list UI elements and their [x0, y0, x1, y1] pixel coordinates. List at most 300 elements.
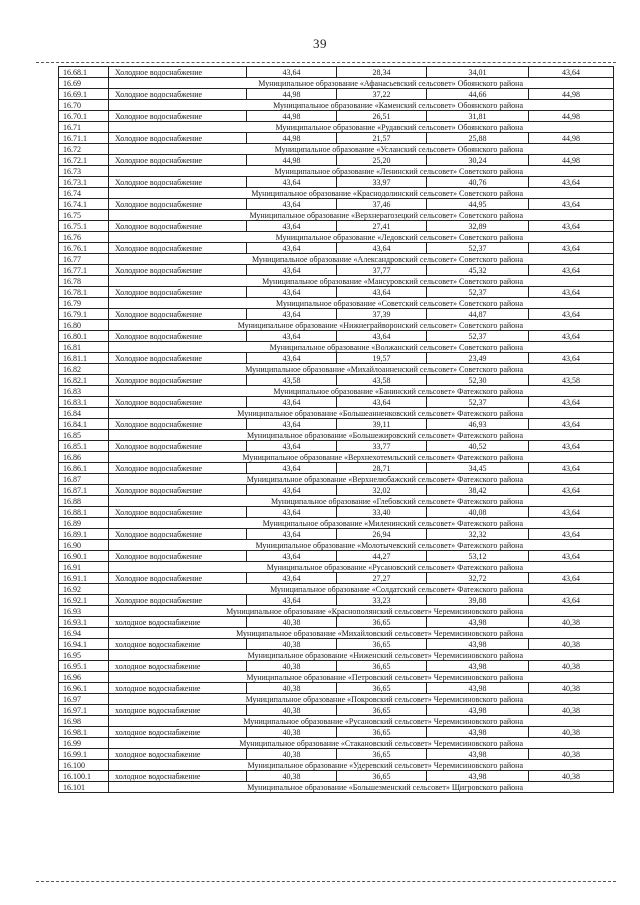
tariff-value-1: 40,38 — [247, 771, 337, 782]
table-row — [59, 749, 614, 760]
service-label: холодное водоснабжение — [109, 617, 247, 628]
row-number: 16.87 — [59, 474, 109, 485]
municipality-name: Муниципальное образование «Молотычевский сельсовет» Фатежского района — [109, 540, 614, 551]
tariff-value-4: 43,64 — [529, 67, 614, 78]
tariff-value-4: 43,64 — [529, 551, 614, 562]
municipality-name: Муниципальное образование «Ниженский сельсовет» Черемисиновского района — [109, 650, 614, 661]
row-number: 16.75.1 — [59, 221, 109, 232]
municipality-header-row — [59, 452, 614, 463]
table-row — [59, 683, 614, 694]
row-number: 16.94.1 — [59, 639, 109, 650]
row-number: 16.74 — [59, 188, 109, 199]
tariff-value-1: 40,38 — [247, 683, 337, 694]
row-number: 16.81 — [59, 342, 109, 353]
tariff-value-2: 43,64 — [337, 331, 427, 342]
tariff-value-4: 44,98 — [529, 89, 614, 100]
tariff-value-3: 34,45 — [427, 463, 529, 474]
tariff-value-1: 40,38 — [247, 705, 337, 716]
row-number: 16.83 — [59, 386, 109, 397]
municipality-name: Муниципальное образование «Ледовский сельсовет» Советского района — [109, 232, 614, 243]
tariff-value-4: 44,98 — [529, 133, 614, 144]
tariff-value-2: 32,02 — [337, 485, 427, 496]
municipality-name: Муниципальное образование «Волжанский сельсовет» Советского района — [109, 342, 614, 353]
municipality-name: Муниципальное образование «Советский сельсовет» Советского района — [109, 298, 614, 309]
municipality-name: Муниципальное образование «Большезменский сельсовет» Щигровского района — [109, 782, 614, 793]
row-number: 16.82 — [59, 364, 109, 375]
municipality-header-row — [59, 628, 614, 639]
municipality-header-row — [59, 364, 614, 375]
table-row — [59, 331, 614, 342]
municipality-header-row — [59, 584, 614, 595]
tariff-value-2: 39,11 — [337, 419, 427, 430]
service-label: Холодное водоснабжение — [109, 331, 247, 342]
row-number: 16.81.1 — [59, 353, 109, 364]
municipality-header-row — [59, 78, 614, 89]
row-number: 16.69 — [59, 78, 109, 89]
tariff-value-1: 40,38 — [247, 727, 337, 738]
tariff-value-2: 43,58 — [337, 375, 427, 386]
municipality-name: Муниципальное образование «Ленинский сельсовет» Советского района — [109, 166, 614, 177]
service-label: Холодное водоснабжение — [109, 485, 247, 496]
tariff-value-2: 37,22 — [337, 89, 427, 100]
municipality-header-row — [59, 650, 614, 661]
service-label: холодное водоснабжение — [109, 639, 247, 650]
municipality-name: Муниципальное образование «Банинский сельсовет» Фатежского района — [109, 386, 614, 397]
row-number: 16.77 — [59, 254, 109, 265]
row-number: 16.98.1 — [59, 727, 109, 738]
tariff-value-1: 44,98 — [247, 89, 337, 100]
table-row — [59, 221, 614, 232]
municipality-header-row — [59, 408, 614, 419]
municipality-header-row — [59, 496, 614, 507]
municipality-header-row — [59, 518, 614, 529]
row-number: 16.96 — [59, 672, 109, 683]
row-number: 16.80 — [59, 320, 109, 331]
table-row — [59, 265, 614, 276]
table-row — [59, 397, 614, 408]
tariff-value-3: 52,37 — [427, 397, 529, 408]
municipality-header-row — [59, 386, 614, 397]
tariff-value-4: 43,64 — [529, 265, 614, 276]
municipality-header-row — [59, 540, 614, 551]
tariff-value-4: 40,38 — [529, 661, 614, 672]
row-number: 16.99 — [59, 738, 109, 749]
row-number: 16.95 — [59, 650, 109, 661]
tariff-value-4: 40,38 — [529, 771, 614, 782]
municipality-header-row — [59, 232, 614, 243]
table-row — [59, 287, 614, 298]
table-row — [59, 529, 614, 540]
service-label: Холодное водоснабжение — [109, 551, 247, 562]
service-label: Холодное водоснабжение — [109, 595, 247, 606]
service-label: холодное водоснабжение — [109, 771, 247, 782]
tariff-value-4: 43,64 — [529, 353, 614, 364]
service-label: Холодное водоснабжение — [109, 309, 247, 320]
row-number: 16.79 — [59, 298, 109, 309]
row-number: 16.68.1 — [59, 67, 109, 78]
tariff-value-1: 43,64 — [247, 485, 337, 496]
service-label: Холодное водоснабжение — [109, 419, 247, 430]
tariff-value-4: 43,64 — [529, 243, 614, 254]
municipality-name: Муниципальное образование «Верхнехотемльский сельсовет» Фатежского района — [109, 452, 614, 463]
tariff-value-4: 40,38 — [529, 705, 614, 716]
tariff-value-3: 45,32 — [427, 265, 529, 276]
table-row — [59, 595, 614, 606]
tariff-value-1: 40,38 — [247, 661, 337, 672]
municipality-header-row — [59, 254, 614, 265]
page-number: 39 — [313, 36, 327, 51]
tariff-value-2: 21,57 — [337, 133, 427, 144]
tariff-value-1: 44,98 — [247, 155, 337, 166]
table-row — [59, 771, 614, 782]
row-number: 16.76.1 — [59, 243, 109, 254]
row-number: 16.94 — [59, 628, 109, 639]
tariff-value-1: 43,64 — [247, 221, 337, 232]
tariff-value-4: 44,98 — [529, 111, 614, 122]
municipality-name: Муниципальное образование «Верхнерагозецкий сельсовет» Советского района — [109, 210, 614, 221]
tariff-value-3: 23,49 — [427, 353, 529, 364]
service-label: Холодное водоснабжение — [109, 111, 247, 122]
service-label: холодное водоснабжение — [109, 749, 247, 760]
tariff-value-1: 43,64 — [247, 529, 337, 540]
municipality-header-row — [59, 562, 614, 573]
service-label: Холодное водоснабжение — [109, 507, 247, 518]
municipality-header-row — [59, 342, 614, 353]
row-number: 16.93.1 — [59, 617, 109, 628]
tariff-value-3: 52,37 — [427, 331, 529, 342]
row-number: 16.79.1 — [59, 309, 109, 320]
table-row — [59, 353, 614, 364]
tariff-value-4: 43,64 — [529, 221, 614, 232]
table-row — [59, 133, 614, 144]
municipality-header-row — [59, 716, 614, 727]
row-number: 16.70.1 — [59, 111, 109, 122]
tariff-value-1: 43,64 — [247, 463, 337, 474]
row-number: 16.89.1 — [59, 529, 109, 540]
tariff-value-1: 40,38 — [247, 617, 337, 628]
tariff-value-1: 43,64 — [247, 551, 337, 562]
row-number: 16.95.1 — [59, 661, 109, 672]
service-label: Холодное водоснабжение — [109, 529, 247, 540]
tariff-value-3: 43,98 — [427, 639, 529, 650]
tariff-value-3: 38,42 — [427, 485, 529, 496]
tariff-value-1: 43,64 — [247, 331, 337, 342]
municipality-header-row — [59, 474, 614, 485]
service-label: Холодное водоснабжение — [109, 133, 247, 144]
row-number: 16.87.1 — [59, 485, 109, 496]
tariff-value-3: 52,37 — [427, 287, 529, 298]
tariff-value-3: 39,88 — [427, 595, 529, 606]
municipality-header-row — [59, 166, 614, 177]
tariff-value-1: 40,38 — [247, 639, 337, 650]
table-row — [59, 485, 614, 496]
table-row — [59, 463, 614, 474]
service-label: Холодное водоснабжение — [109, 573, 247, 584]
table-row — [59, 199, 614, 210]
table-row — [59, 661, 614, 672]
tariff-value-3: 43,98 — [427, 727, 529, 738]
tariff-value-3: 43,98 — [427, 617, 529, 628]
tariff-value-2: 37,77 — [337, 265, 427, 276]
municipality-name: Муниципальное образование «Михайлоанненский сельсовет» Советского района — [109, 364, 614, 375]
tariff-value-3: 32,32 — [427, 529, 529, 540]
municipality-name: Муниципальное образование «Солдатский сельсовет» Фатежского района — [109, 584, 614, 595]
tariff-value-3: 46,93 — [427, 419, 529, 430]
municipality-name: Муниципальное образование «Большежировский сельсовет» Фатежского района — [109, 430, 614, 441]
tariff-value-2: 36,65 — [337, 771, 427, 782]
table-row — [59, 419, 614, 430]
tariff-value-2: 43,64 — [337, 243, 427, 254]
tariff-value-2: 27,27 — [337, 573, 427, 584]
tariff-value-4: 40,38 — [529, 617, 614, 628]
table-row — [59, 243, 614, 254]
municipality-name: Муниципальное образование «Удеревский сельсовет» Черемисиновского района — [109, 760, 614, 771]
municipality-header-row — [59, 760, 614, 771]
table-row — [59, 727, 614, 738]
municipality-name: Муниципальное образование «Краснополянский сельсовет» Черемисиновского района — [109, 606, 614, 617]
table-row — [59, 67, 614, 78]
tariff-value-3: 32,72 — [427, 573, 529, 584]
tariff-value-3: 32,89 — [427, 221, 529, 232]
tariff-value-2: 27,41 — [337, 221, 427, 232]
row-number: 16.78.1 — [59, 287, 109, 298]
tariff-value-3: 34,01 — [427, 67, 529, 78]
tariff-value-1: 43,64 — [247, 397, 337, 408]
row-number: 16.82.1 — [59, 375, 109, 386]
tariff-value-2: 36,65 — [337, 617, 427, 628]
tariff-value-3: 43,98 — [427, 749, 529, 760]
tariff-value-2: 37,39 — [337, 309, 427, 320]
row-number: 16.100.1 — [59, 771, 109, 782]
municipality-header-row — [59, 276, 614, 287]
municipality-name: Муниципальное образование «Нижнеграйворонский сельсовет» Советского района — [109, 320, 614, 331]
tariff-value-4: 43,64 — [529, 485, 614, 496]
tariff-value-1: 43,64 — [247, 507, 337, 518]
row-number: 16.76 — [59, 232, 109, 243]
table-row — [59, 507, 614, 518]
tariff-value-3: 44,66 — [427, 89, 529, 100]
row-number: 16.100 — [59, 760, 109, 771]
municipality-name: Муниципальное образование «Стакановский сельсовет» Черемисиновского района — [109, 738, 614, 749]
municipality-name: Муниципальное образование «Петровский сельсовет» Черемисиновского района — [109, 672, 614, 683]
tariff-value-4: 43,64 — [529, 397, 614, 408]
row-number: 16.91 — [59, 562, 109, 573]
tariff-value-2: 37,46 — [337, 199, 427, 210]
table-row — [59, 705, 614, 716]
tariff-value-2: 33,97 — [337, 177, 427, 188]
table-row — [59, 375, 614, 386]
row-number: 16.92 — [59, 584, 109, 595]
tariff-value-2: 43,64 — [337, 397, 427, 408]
tariff-value-1: 43,64 — [247, 243, 337, 254]
municipality-name: Муниципальное образование «Афанасьевский сельсовет» Обоянского района — [109, 78, 614, 89]
row-number: 16.84.1 — [59, 419, 109, 430]
tariff-value-1: 43,64 — [247, 287, 337, 298]
row-number: 16.74.1 — [59, 199, 109, 210]
row-number: 16.92.1 — [59, 595, 109, 606]
tariff-value-2: 28,71 — [337, 463, 427, 474]
service-label: Холодное водоснабжение — [109, 177, 247, 188]
tariff-value-2: 19,57 — [337, 353, 427, 364]
tariff-value-2: 25,20 — [337, 155, 427, 166]
service-label: Холодное водоснабжение — [109, 353, 247, 364]
row-number: 16.84 — [59, 408, 109, 419]
service-label: Холодное водоснабжение — [109, 287, 247, 298]
municipality-name: Муниципальное образование «Большеанненковский сельсовет» Фатежского района — [109, 408, 614, 419]
service-label: Холодное водоснабжение — [109, 89, 247, 100]
municipality-header-row — [59, 122, 614, 133]
municipality-name: Муниципальное образование «Русановский сельсовет» Черемисиновского района — [109, 716, 614, 727]
row-number: 16.72 — [59, 144, 109, 155]
row-number: 16.72.1 — [59, 155, 109, 166]
tariff-value-1: 40,38 — [247, 749, 337, 760]
tariff-value-2: 36,65 — [337, 639, 427, 650]
tariff-value-4: 40,38 — [529, 749, 614, 760]
municipality-header-row — [59, 144, 614, 155]
service-label: Холодное водоснабжение — [109, 67, 247, 78]
tariff-value-2: 28,34 — [337, 67, 427, 78]
row-number: 16.70 — [59, 100, 109, 111]
tariff-value-3: 43,98 — [427, 683, 529, 694]
row-number: 16.78 — [59, 276, 109, 287]
tariff-table-body — [59, 67, 614, 793]
row-number: 16.101 — [59, 782, 109, 793]
tariff-value-4: 43,64 — [529, 463, 614, 474]
service-label: Холодное водоснабжение — [109, 397, 247, 408]
row-number: 16.96.1 — [59, 683, 109, 694]
service-label: Холодное водоснабжение — [109, 265, 247, 276]
table-row — [59, 89, 614, 100]
tariff-value-3: 40,76 — [427, 177, 529, 188]
bottom-rule — [36, 881, 616, 882]
tariff-value-3: 52,37 — [427, 243, 529, 254]
tariff-value-3: 53,12 — [427, 551, 529, 562]
top-rule — [36, 62, 616, 63]
tariff-value-4: 43,58 — [529, 375, 614, 386]
tariff-value-4: 40,38 — [529, 683, 614, 694]
row-number: 16.85.1 — [59, 441, 109, 452]
municipality-header-row — [59, 430, 614, 441]
municipality-header-row — [59, 210, 614, 221]
row-number: 16.90.1 — [59, 551, 109, 562]
row-number: 16.71 — [59, 122, 109, 133]
tariff-value-2: 26,94 — [337, 529, 427, 540]
tariff-value-4: 43,64 — [529, 331, 614, 342]
municipality-name: Муниципальное образование «Александровский сельсовет» Советского района — [109, 254, 614, 265]
table-row — [59, 155, 614, 166]
tariff-value-1: 43,64 — [247, 177, 337, 188]
tariff-value-2: 36,65 — [337, 727, 427, 738]
tariff-value-4: 40,38 — [529, 727, 614, 738]
service-label: холодное водоснабжение — [109, 727, 247, 738]
row-number: 16.88.1 — [59, 507, 109, 518]
municipality-header-row — [59, 738, 614, 749]
municipality-header-row — [59, 188, 614, 199]
row-number: 16.99.1 — [59, 749, 109, 760]
tariff-value-4: 43,64 — [529, 177, 614, 188]
municipality-header-row — [59, 100, 614, 111]
tariff-table — [58, 66, 614, 793]
tariff-value-4: 43,64 — [529, 595, 614, 606]
table-row — [59, 617, 614, 628]
municipality-name: Муниципальное образование «Верхнелюбажский сельсовет» Фатежского района — [109, 474, 614, 485]
row-number: 16.77.1 — [59, 265, 109, 276]
tariff-value-1: 44,98 — [247, 111, 337, 122]
row-number: 16.97.1 — [59, 705, 109, 716]
service-label: Холодное водоснабжение — [109, 221, 247, 232]
tariff-value-4: 43,64 — [529, 441, 614, 452]
service-label: Холодное водоснабжение — [109, 375, 247, 386]
service-label: холодное водоснабжение — [109, 705, 247, 716]
service-label: Холодное водоснабжение — [109, 155, 247, 166]
tariff-value-1: 43,64 — [247, 573, 337, 584]
tariff-value-1: 43,64 — [247, 419, 337, 430]
row-number: 16.83.1 — [59, 397, 109, 408]
tariff-value-4: 43,64 — [529, 309, 614, 320]
tariff-value-2: 26,51 — [337, 111, 427, 122]
tariff-value-1: 43,64 — [247, 67, 337, 78]
table-row — [59, 441, 614, 452]
tariff-value-2: 36,65 — [337, 661, 427, 672]
tariff-value-3: 40,08 — [427, 507, 529, 518]
municipality-name: Муниципальное образование «Краснодолинский сельсовет» Советского района — [109, 188, 614, 199]
tariff-value-3: 25,88 — [427, 133, 529, 144]
service-label: Холодное водоснабжение — [109, 463, 247, 474]
tariff-value-2: 36,65 — [337, 705, 427, 716]
table-row — [59, 177, 614, 188]
tariff-value-1: 43,64 — [247, 595, 337, 606]
tariff-value-4: 43,64 — [529, 287, 614, 298]
row-number: 16.93 — [59, 606, 109, 617]
tariff-value-2: 33,23 — [337, 595, 427, 606]
municipality-name: Муниципальное образование «Михайловский сельсовет» Черемисиновского района — [109, 628, 614, 639]
tariff-value-4: 40,38 — [529, 639, 614, 650]
row-number: 16.89 — [59, 518, 109, 529]
row-number: 16.73 — [59, 166, 109, 177]
tariff-value-2: 44,27 — [337, 551, 427, 562]
tariff-value-3: 44,87 — [427, 309, 529, 320]
row-number: 16.90 — [59, 540, 109, 551]
tariff-value-3: 44,95 — [427, 199, 529, 210]
tariff-value-1: 43,64 — [247, 199, 337, 210]
municipality-name: Муниципальное образование «Каменский сельсовет» Обоянского района — [109, 100, 614, 111]
tariff-value-2: 43,64 — [337, 287, 427, 298]
tariff-value-3: 40,52 — [427, 441, 529, 452]
tariff-value-3: 31,81 — [427, 111, 529, 122]
tariff-value-3: 30,24 — [427, 155, 529, 166]
table-row — [59, 309, 614, 320]
municipality-header-row — [59, 320, 614, 331]
row-number: 16.75 — [59, 210, 109, 221]
service-label: холодное водоснабжение — [109, 683, 247, 694]
tariff-value-1: 44,98 — [247, 133, 337, 144]
row-number: 16.86.1 — [59, 463, 109, 474]
tariff-value-4: 43,64 — [529, 529, 614, 540]
tariff-value-1: 43,64 — [247, 265, 337, 276]
service-label: Холодное водоснабжение — [109, 199, 247, 210]
tariff-value-1: 43,64 — [247, 441, 337, 452]
tariff-value-3: 43,98 — [427, 771, 529, 782]
municipality-name: Муниципальное образование «Глебовский сельсовет» Фатежского района — [109, 496, 614, 507]
tariff-value-2: 33,40 — [337, 507, 427, 518]
tariff-value-4: 43,64 — [529, 507, 614, 518]
row-number: 16.97 — [59, 694, 109, 705]
service-label: Холодное водоснабжение — [109, 441, 247, 452]
row-number: 16.91.1 — [59, 573, 109, 584]
service-label: Холодное водоснабжение — [109, 243, 247, 254]
municipality-name: Муниципальное образование «Миленинский сельсовет» Фатежского района — [109, 518, 614, 529]
row-number: 16.86 — [59, 452, 109, 463]
